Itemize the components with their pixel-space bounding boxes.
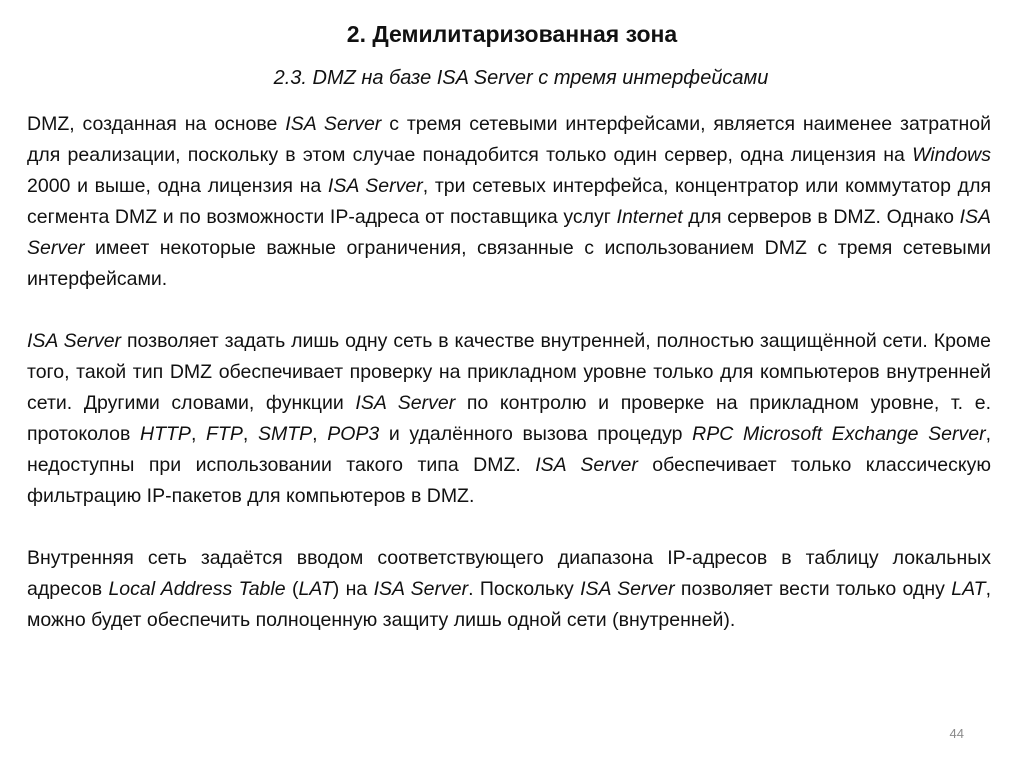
text-run: имеет некоторые важные ограничения, связанные с использованием DMZ с тремя сетевыми интерфейсами. <box>27 237 991 290</box>
paragraph-3 <box>27 543 991 636</box>
italic-term: ISA Server <box>285 113 382 135</box>
text-run: , <box>312 423 328 445</box>
italic-term: ISA Server <box>580 578 675 600</box>
italic-term: ISA Server <box>535 454 638 476</box>
text-run: ) на <box>332 578 374 600</box>
italic-term: Internet <box>616 206 683 228</box>
slide-title: 2. Демилитаризованная зона <box>346 21 678 47</box>
text-run: позволяет задать лишь одну сеть в качестве внутренней, полностью защищённой сети. Кроме того, такой тип DMZ обеспечивает проверку на прикладном уровне только для компьютеров внутренней сети. Другими словами, функции <box>27 330 992 414</box>
text-run: DMZ, созданная на основе <box>27 113 286 135</box>
italic-term: FTP <box>206 423 243 445</box>
italic-term: ISA Server <box>27 206 991 259</box>
slide-subtitle: 2.3. DMZ на базе ISA Server с тремя интерфейсами <box>273 67 769 89</box>
text-run: с тремя сетевыми интерфейсами, является наименее затратной для реализации, поскольку в этом случае понадобится только один сервер, одна лицензия на <box>27 113 992 166</box>
text-run: по контролю и проверке на прикладном уровне, т. е. протоколов <box>27 392 991 445</box>
text-run: ( <box>285 578 299 600</box>
italic-term: HTTP <box>140 423 191 445</box>
italic-term: LAT <box>951 578 986 600</box>
text-run: , можно будет обеспечить полноценную защиту лишь одной сети (внутренней). <box>27 578 991 631</box>
italic-term: SMTP <box>257 423 313 445</box>
text-run: , три сетевых интерфейса, концентратор или коммутатор для сегмента DMZ и по возможности IP-адреса от поставщика услуг <box>27 175 991 228</box>
text-run: 2000 и выше, одна лицензия на <box>27 175 328 197</box>
text-run: и удалённого вызова процедур <box>379 423 693 445</box>
italic-term: ISA Server <box>355 392 456 414</box>
text-run: позволяет вести только одну <box>674 578 952 600</box>
slide-body <box>27 109 991 667</box>
italic-term: POP3 <box>327 423 380 445</box>
text-run: , недоступны при использовании такого типа DMZ. <box>27 423 991 476</box>
text-run: Внутренняя сеть задаётся вводом соответствующего диапазона IP-адресов в таблицу локальных адресов <box>27 547 991 600</box>
text-run: , <box>190 423 207 445</box>
paragraph-2 <box>27 326 991 512</box>
page-number: 44 <box>949 726 964 741</box>
italic-term: ISA Server <box>27 330 122 352</box>
italic-term: Local Address Table <box>108 578 286 600</box>
text-run: . Поскольку <box>468 578 581 600</box>
italic-term: RPC Microsoft Exchange Server <box>692 423 986 445</box>
italic-term: ISA Server <box>373 578 469 600</box>
italic-term: Windows <box>912 144 991 166</box>
italic-term: ISA Server <box>327 175 423 197</box>
text-run: обеспечивает только классическую фильтрацию IP-пакетов для компьютеров в DMZ. <box>27 454 991 507</box>
paragraph-1 <box>27 109 991 295</box>
text-run: , <box>242 423 258 445</box>
italic-term: LAT <box>298 578 333 600</box>
text-run: для серверов в DMZ. Однако <box>682 206 960 228</box>
